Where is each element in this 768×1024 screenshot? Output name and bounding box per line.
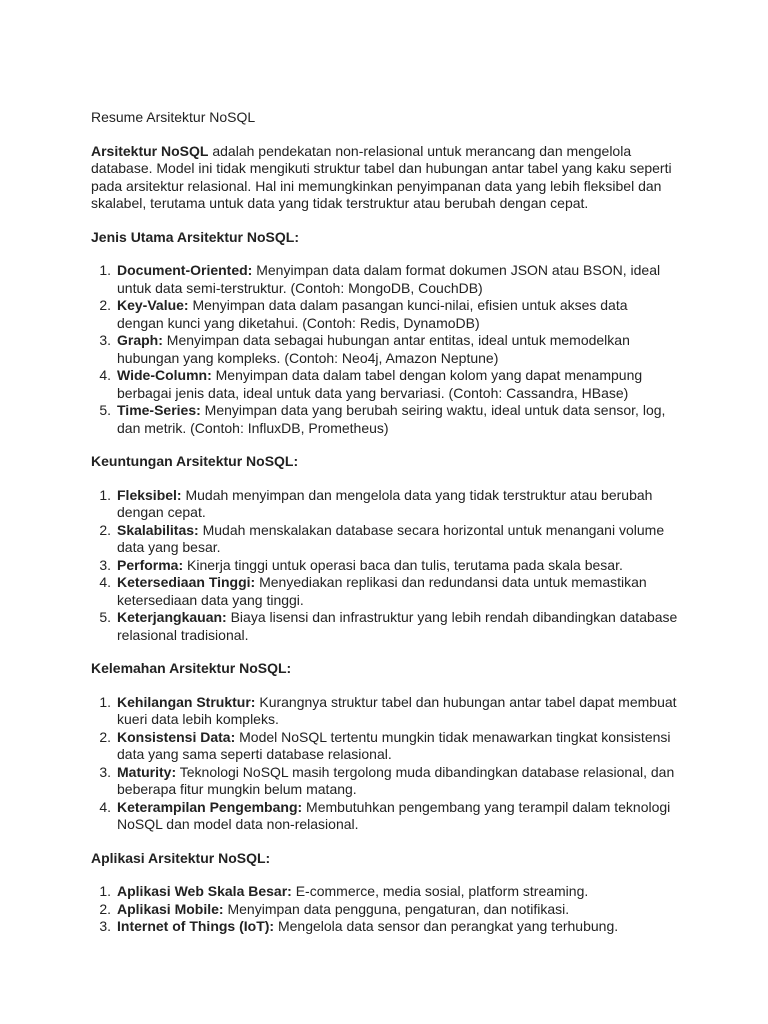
item-term: Maturity: bbox=[117, 763, 177, 780]
list-number: 2. bbox=[99, 900, 111, 917]
item-text: Menyimpan data dalam format dokumen JSON atau BSON, ideal untuk data semi-terstruktur. (Contoh: MongoDB, CouchDB) bbox=[117, 262, 661, 296]
list-item bbox=[99, 332, 678, 367]
list-number: 3. bbox=[99, 763, 111, 780]
item-text: E-commerce, media sosial, platform streaming. bbox=[291, 883, 589, 899]
list-number: 2. bbox=[99, 297, 111, 313]
numbered-list bbox=[91, 883, 678, 936]
numbered-list bbox=[91, 262, 678, 437]
item-text: Biaya lisensi dan infrastruktur yang lebih rendah dibandingkan database relasional tradisional. bbox=[117, 609, 678, 643]
item-term: Aplikasi Web Skala Besar: bbox=[117, 883, 292, 899]
item-term: Document-Oriented: bbox=[117, 262, 253, 278]
item-text: Menyediakan replikasi dan redundansi data untuk memastikan ketersediaan data yang tinggi. bbox=[117, 574, 647, 608]
list-item bbox=[99, 693, 678, 729]
list-number: 1. bbox=[99, 883, 111, 899]
item-term: Graph: bbox=[117, 332, 163, 348]
section-heading: Keuntungan Arsitektur NoSQL: bbox=[91, 453, 299, 469]
item-term: Key-Value: bbox=[117, 297, 189, 313]
item-text: Menyimpan data dalam pasangan kunci-nilai, efisien untuk akses data dengan kunci yang diketahui. (Contoh: Redis, DynamoDB) bbox=[117, 297, 628, 331]
list-number: 4. bbox=[99, 798, 111, 815]
list-number: 2. bbox=[99, 728, 111, 745]
list-item bbox=[99, 367, 678, 402]
list-item bbox=[99, 918, 678, 936]
item-term: Fleksibel: bbox=[117, 486, 182, 503]
section-kelemahan bbox=[91, 660, 678, 834]
list-item bbox=[99, 798, 678, 834]
list-item bbox=[99, 728, 678, 764]
document-title: Resume Arsitektur NoSQL bbox=[91, 109, 256, 125]
item-term: Ketersediaan Tinggi: bbox=[117, 574, 256, 590]
section-keuntungan bbox=[91, 453, 678, 644]
item-term: Aplikasi Mobile: bbox=[117, 900, 224, 917]
section-heading: Aplikasi Arsitektur NoSQL: bbox=[91, 849, 271, 866]
list-number: 1. bbox=[99, 693, 111, 710]
section-aplikasi bbox=[91, 850, 678, 936]
list-item bbox=[99, 556, 678, 575]
list-item bbox=[99, 883, 678, 901]
item-text: Menyimpan data yang berubah seiring waktu, ideal untuk data sensor, log, dan metrik. (Contoh: InfluxDB, Prometheus) bbox=[117, 402, 666, 436]
list-item bbox=[99, 609, 678, 644]
list-number: 4. bbox=[99, 367, 111, 383]
item-term: Keterjangkauan: bbox=[117, 609, 227, 625]
item-term: Performa: bbox=[117, 556, 184, 573]
item-term: Wide-Column: bbox=[117, 367, 212, 383]
item-text: Kinerja tinggi untuk operasi baca dan tulis, terutama pada skala besar. bbox=[183, 556, 623, 573]
numbered-list bbox=[91, 694, 678, 834]
numbered-list bbox=[91, 487, 678, 645]
intro-term: Arsitektur NoSQL bbox=[91, 142, 209, 159]
list-number: 5. bbox=[99, 609, 111, 625]
list-number: 2. bbox=[99, 521, 111, 538]
item-term: Kehilangan Struktur: bbox=[117, 693, 256, 710]
list-number: 5. bbox=[99, 402, 111, 418]
list-item bbox=[99, 763, 678, 799]
list-item bbox=[99, 900, 678, 919]
list-number: 3. bbox=[99, 918, 111, 934]
list-item bbox=[99, 521, 678, 557]
list-item bbox=[99, 262, 678, 297]
item-text: Menyimpan data sebagai hubungan antar entitas, ideal untuk memodelkan hubungan yang kompleks. (Contoh: Neo4j, Amazon Neptune) bbox=[117, 332, 630, 366]
item-text: Menyimpan data pengguna, pengaturan, dan notifikasi. bbox=[223, 900, 570, 917]
list-item bbox=[99, 402, 678, 437]
section-jenis-utama bbox=[91, 229, 678, 438]
list-item bbox=[99, 297, 678, 332]
item-text: Mengelola data sensor dan perangkat yang terhubung. bbox=[274, 918, 619, 934]
section-heading: Kelemahan Arsitektur NoSQL: bbox=[91, 660, 292, 676]
list-number: 1. bbox=[99, 262, 111, 278]
list-item bbox=[99, 486, 678, 522]
item-text: Mudah menyimpan dan mengelola data yang tidak terstruktur atau berubah dengan cepat. bbox=[117, 486, 653, 520]
list-number: 3. bbox=[99, 332, 111, 348]
item-term: Time-Series: bbox=[117, 402, 201, 418]
list-number: 1. bbox=[99, 486, 111, 503]
item-text: Menyimpan data dalam tabel dengan kolom yang dapat menampung berbagai jenis data, ideal untuk data yang bervariasi. (Contoh: Cassandra, HBase) bbox=[117, 367, 643, 401]
item-term: Konsistensi Data: bbox=[117, 728, 236, 745]
intro-text: adalah pendekatan non-relasional untuk merancang dan mengelola database. Model ini tidak mengikuti struktur tabel dan hubungan antar tabel yang kaku seperti pada arsitektur relasional. Hal ini memungkinkan penyimpanan data yang lebih fleksibel dan skalabel, terutama untuk data yang tidak terstruktur atau berubah dengan cepat. bbox=[91, 142, 672, 211]
item-text: Mudah menskalakan database secara horizontal untuk menangani volume data yang besar. bbox=[117, 521, 665, 555]
item-term: Keterampilan Pengembang: bbox=[117, 798, 303, 815]
item-term: Internet of Things (IoT): bbox=[117, 918, 275, 934]
list-number: 3. bbox=[99, 556, 111, 573]
item-text: Teknologi NoSQL masih tergolong muda dibandingkan database relasional, dan beberapa fitur mungkin belum matang. bbox=[117, 763, 675, 797]
list-item bbox=[99, 574, 678, 609]
item-text: Model NoSQL tertentu mungkin tidak menawarkan tingkat konsistensi data yang sama seperti database relasional. bbox=[117, 728, 671, 762]
list-number: 4. bbox=[99, 574, 111, 590]
item-text: Membutuhkan pengembang yang terampil dalam teknologi NoSQL dan model data non-relasional. bbox=[117, 798, 671, 832]
item-text: Kurangnya struktur tabel dan hubungan antar tabel dapat membuat kueri data lebih kompleks. bbox=[117, 693, 677, 727]
intro-paragraph bbox=[91, 143, 678, 213]
section-heading: Jenis Utama Arsitektur NoSQL: bbox=[91, 228, 299, 245]
item-term: Skalabilitas: bbox=[117, 521, 199, 538]
